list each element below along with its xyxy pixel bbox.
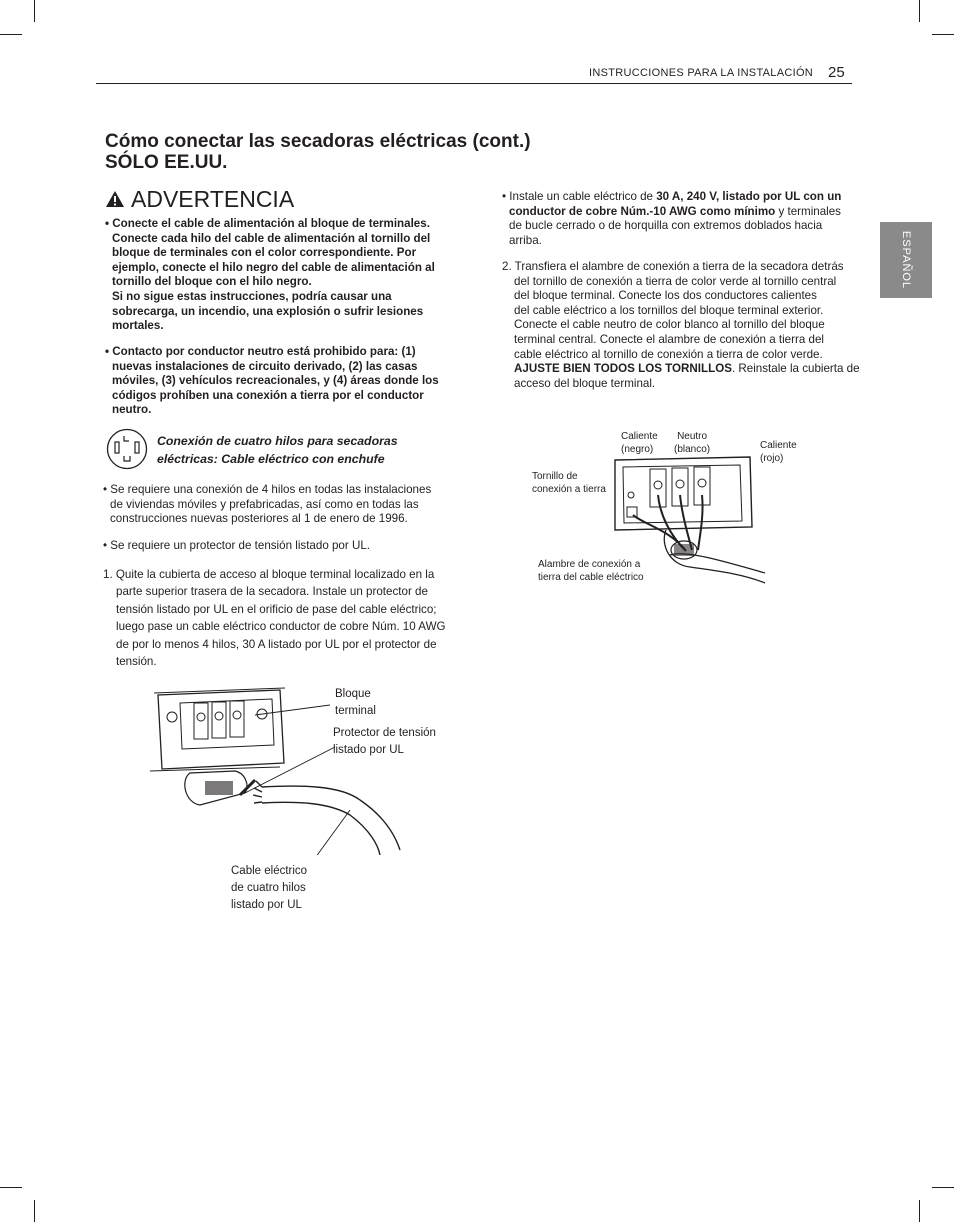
text-line: Neutro xyxy=(677,431,708,442)
text-line: códigos prohíben una conexión a tierra por el conductor xyxy=(112,388,424,402)
warning-triangle-icon xyxy=(105,190,125,208)
label-power-cord xyxy=(231,863,307,914)
page-number: 25 xyxy=(828,64,845,81)
crop-mark xyxy=(919,1200,920,1222)
left-bullet-1 xyxy=(103,483,468,527)
text-line: acceso del bloque terminal. xyxy=(514,376,656,390)
text-line: nuevas instalaciones de circuito derivado, (2) las casas xyxy=(112,359,418,373)
text-line: sobrecarga, un incendio, una explosión o sufrir lesiones xyxy=(112,304,424,318)
text-line: neutro. xyxy=(112,403,152,417)
warning-heading xyxy=(105,187,294,211)
page-title-line1: Cómo conectar las secadoras eléctricas (cont.) xyxy=(105,131,531,152)
header-section: INSTRUCCIONES PARA LA INSTALACIÓN xyxy=(589,67,814,79)
text-line: Se requiere un protector de tensión listado por UL. xyxy=(110,539,371,552)
left-bullet-1-rest xyxy=(103,498,468,527)
text-line: tornillo del bloque con el hilo negro. xyxy=(112,275,312,289)
left-bullet-1-first: • Se requiere una conexión de 4 hilos en todas las instalaciones xyxy=(103,483,432,496)
text-line: cable eléctrico al tornillo de conexión a tierra de color verde. xyxy=(514,347,823,361)
text-line: tensión. xyxy=(116,655,157,669)
label-hot-red xyxy=(760,440,797,465)
crop-mark xyxy=(919,0,920,22)
text-line: 1. Quite la cubierta de acceso al bloque terminal localizado en la xyxy=(103,568,435,581)
left-step-1 xyxy=(103,566,468,670)
right-step-2 xyxy=(502,260,872,391)
text-line: Caliente xyxy=(760,440,797,451)
warning-bullet-1-line: • Conecte el cable de alimentación al bloque de terminales. xyxy=(105,217,430,230)
language-tab-label: ESPAÑOL xyxy=(900,230,912,290)
label-hot-black xyxy=(621,431,658,456)
warning-bullet-2 xyxy=(105,345,465,418)
text-line: bloque de terminales con el color correspondiente. Por xyxy=(112,246,417,260)
text-line: Bloque xyxy=(335,688,371,700)
warning-bullet-1-rest xyxy=(105,232,465,334)
crop-mark xyxy=(0,1187,22,1188)
text-line: Se requiere una conexión de 4 hilos en todas las instalaciones xyxy=(110,483,432,496)
text-run-bold: conductor de cobre Núm.-10 AWG como mínimo xyxy=(509,204,776,218)
crop-mark xyxy=(34,0,35,22)
text-run: y terminales xyxy=(775,204,841,218)
text-line: Si no sigue estas instrucciones, podría causar una xyxy=(112,289,392,303)
text-line: (negro) xyxy=(621,443,654,455)
four-prong-outlet-icon xyxy=(106,428,148,470)
label-ground-wire xyxy=(538,559,644,584)
text-line: conexión a tierra xyxy=(532,483,606,495)
text-line: Caliente xyxy=(621,431,658,442)
warning-bullet-1 xyxy=(105,217,465,334)
label-terminal-block xyxy=(335,686,376,720)
text-line: de cuatro hilos xyxy=(231,882,306,894)
text-line: tierra del cable eléctrico xyxy=(538,571,644,583)
text-line: Tornillo de xyxy=(532,471,578,482)
text-line: listado por UL xyxy=(333,744,404,756)
text-line: (rojo) xyxy=(760,452,784,464)
text-line: parte superior trasera de la secadora. Instale un protector de xyxy=(116,585,428,599)
right-bullet-rest xyxy=(502,205,867,249)
left-step-1-rest xyxy=(103,583,468,670)
right-bullet xyxy=(502,190,867,248)
warning-heading-text: ADVERTENCIA xyxy=(131,186,295,212)
text-line: del bloque terminal. Conecte los dos conductores calientes xyxy=(514,289,817,303)
text-run-bold: AJUSTE BIEN TODOS LOS TORNILLOS xyxy=(514,362,732,376)
text-line: Protector de tensión xyxy=(333,727,436,739)
left-bullet-2: • Se requiere un protector de tensión listado por UL. xyxy=(103,539,371,552)
crop-mark xyxy=(34,1200,35,1222)
text-line: de viviendas móviles y prefabricadas, así como en todas las xyxy=(110,497,419,511)
text-line: de bucle cerrado o de horquilla con extremos doblados hacia xyxy=(509,219,823,233)
text-line: ejemplo, conecte el hilo negro del cable de alimentación al xyxy=(112,260,435,274)
text-line: Alambre de conexión a xyxy=(538,559,641,570)
crop-mark xyxy=(932,1187,954,1188)
text-line: terminal central. Conecte el alambre de conexión a tierra del xyxy=(514,332,824,346)
text-run-bold: 30 A, 240 V, listado por UL con un xyxy=(656,190,842,203)
label-neutral-white xyxy=(674,431,710,456)
text-line: arriba. xyxy=(509,233,542,247)
language-tab xyxy=(880,222,932,298)
right-bullet-first: • Instale un cable eléctrico de 30 A, 240 V, listado por UL con un xyxy=(502,190,842,203)
text-line: construcciones nuevas posteriores al 1 de enero de 1996. xyxy=(110,512,408,526)
crop-mark xyxy=(0,34,22,35)
text-line: mortales. xyxy=(112,319,164,333)
page-title xyxy=(105,131,531,173)
subsection-title xyxy=(157,432,398,468)
warning-bullet-2-line: • Contacto por conductor neutro está prohibido para: (1) xyxy=(105,345,416,358)
text-line: luego pase un cable eléctrico conductor de cobre Núm. 10 AWG xyxy=(116,620,446,634)
page-title-line2: SÓLO EE.UU. xyxy=(105,152,228,173)
subsection-title-line1: Conexión de cuatro hilos para secadoras xyxy=(157,434,398,448)
text-line: tensión listado por UL en el orificio de pase del cable eléctrico; xyxy=(116,602,437,616)
text-line: Conecte el cable neutro de color blanco al tornillo del bloque xyxy=(514,318,825,332)
subsection-title-line2: eléctricas: Cable eléctrico con enchufe xyxy=(157,452,385,466)
warning-bullet-2-first: Contacto por conductor neutro está prohibido para: (1) xyxy=(112,345,416,358)
text-line: (blanco) xyxy=(674,443,711,455)
warning-bullet-1-first: Conecte el cable de alimentación al bloque de terminales. xyxy=(112,217,430,230)
text-line: terminal xyxy=(335,705,376,717)
text-line: listado por UL xyxy=(231,899,302,911)
text-line: Conecte cada hilo del cable de alimentación al tornillo del xyxy=(112,231,431,245)
crop-mark xyxy=(932,34,954,35)
text-line: de por lo menos 4 hilos, 30 A listado por UL por el protector de xyxy=(116,637,437,651)
text-line: móviles, (3) vehículos recreacionales, y (4) áreas donde los xyxy=(112,374,439,388)
header-rule xyxy=(96,83,852,84)
warning-bullet-2-rest xyxy=(105,360,465,418)
label-strain-relief xyxy=(333,725,436,759)
text-line: 2. Transfiera el alambre de conexión a tierra de la secadora detrás xyxy=(502,260,844,273)
text-run: Instale un cable eléctrico de xyxy=(509,190,657,203)
text-line: Cable eléctrico xyxy=(231,865,308,877)
label-ground-screw xyxy=(532,471,606,496)
text-run: . Reinstale la cubierta de xyxy=(731,362,860,376)
text-line: del tornillo de conexión a tierra de color verde al tornillo central xyxy=(514,274,837,288)
right-step-2-rest xyxy=(502,275,872,392)
text-line: del cable eléctrico a los tornillos del bloque terminal exterior. xyxy=(514,303,824,317)
